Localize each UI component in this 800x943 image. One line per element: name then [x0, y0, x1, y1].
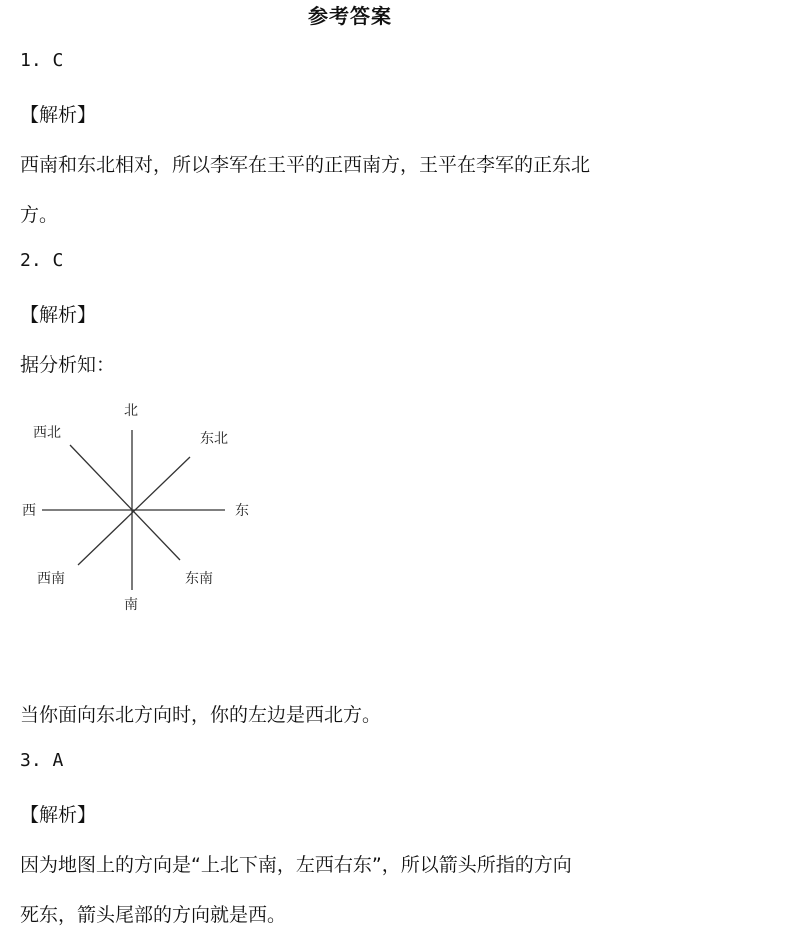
q2-conclusion: 当你面向东北方向时，你的左边是西北方。: [20, 704, 382, 726]
q3-analysis-label: 【解析】: [20, 804, 97, 826]
compass-diagram: [10, 395, 270, 625]
page-title: 参考答案: [308, 4, 392, 28]
q1-text-line1: 西南和东北相对，所以李军在王平的正西南方，王平在李军的正东北: [20, 154, 591, 176]
northwest-southeast-axis: [70, 445, 180, 560]
q1-text-line2: 方。: [20, 204, 59, 226]
q3-text-line2: 死东，箭头尾部的方向就是西。: [20, 904, 287, 926]
label-north: 北: [124, 403, 138, 419]
label-east: 东: [235, 503, 249, 519]
label-southwest: 西南: [37, 571, 65, 587]
q3-text-line1: 因为地图上的方向是“上北下南，左西右东”，所以箭头所指的方向: [20, 854, 572, 876]
q1-analysis-label: 【解析】: [20, 104, 97, 126]
label-west: 西: [22, 503, 36, 519]
q2-intro: 据分析知：: [20, 354, 116, 376]
q2-answer: 2. C: [20, 250, 64, 271]
q2-analysis-label: 【解析】: [20, 304, 97, 326]
label-northeast: 东北: [200, 431, 228, 447]
q3-answer: 3. A: [20, 750, 64, 771]
q1-answer: 1. C: [20, 50, 64, 71]
southwest-northeast-axis: [78, 457, 190, 565]
label-south: 南: [124, 597, 138, 613]
label-northwest: 西北: [33, 425, 61, 441]
label-southeast: 东南: [185, 571, 213, 587]
